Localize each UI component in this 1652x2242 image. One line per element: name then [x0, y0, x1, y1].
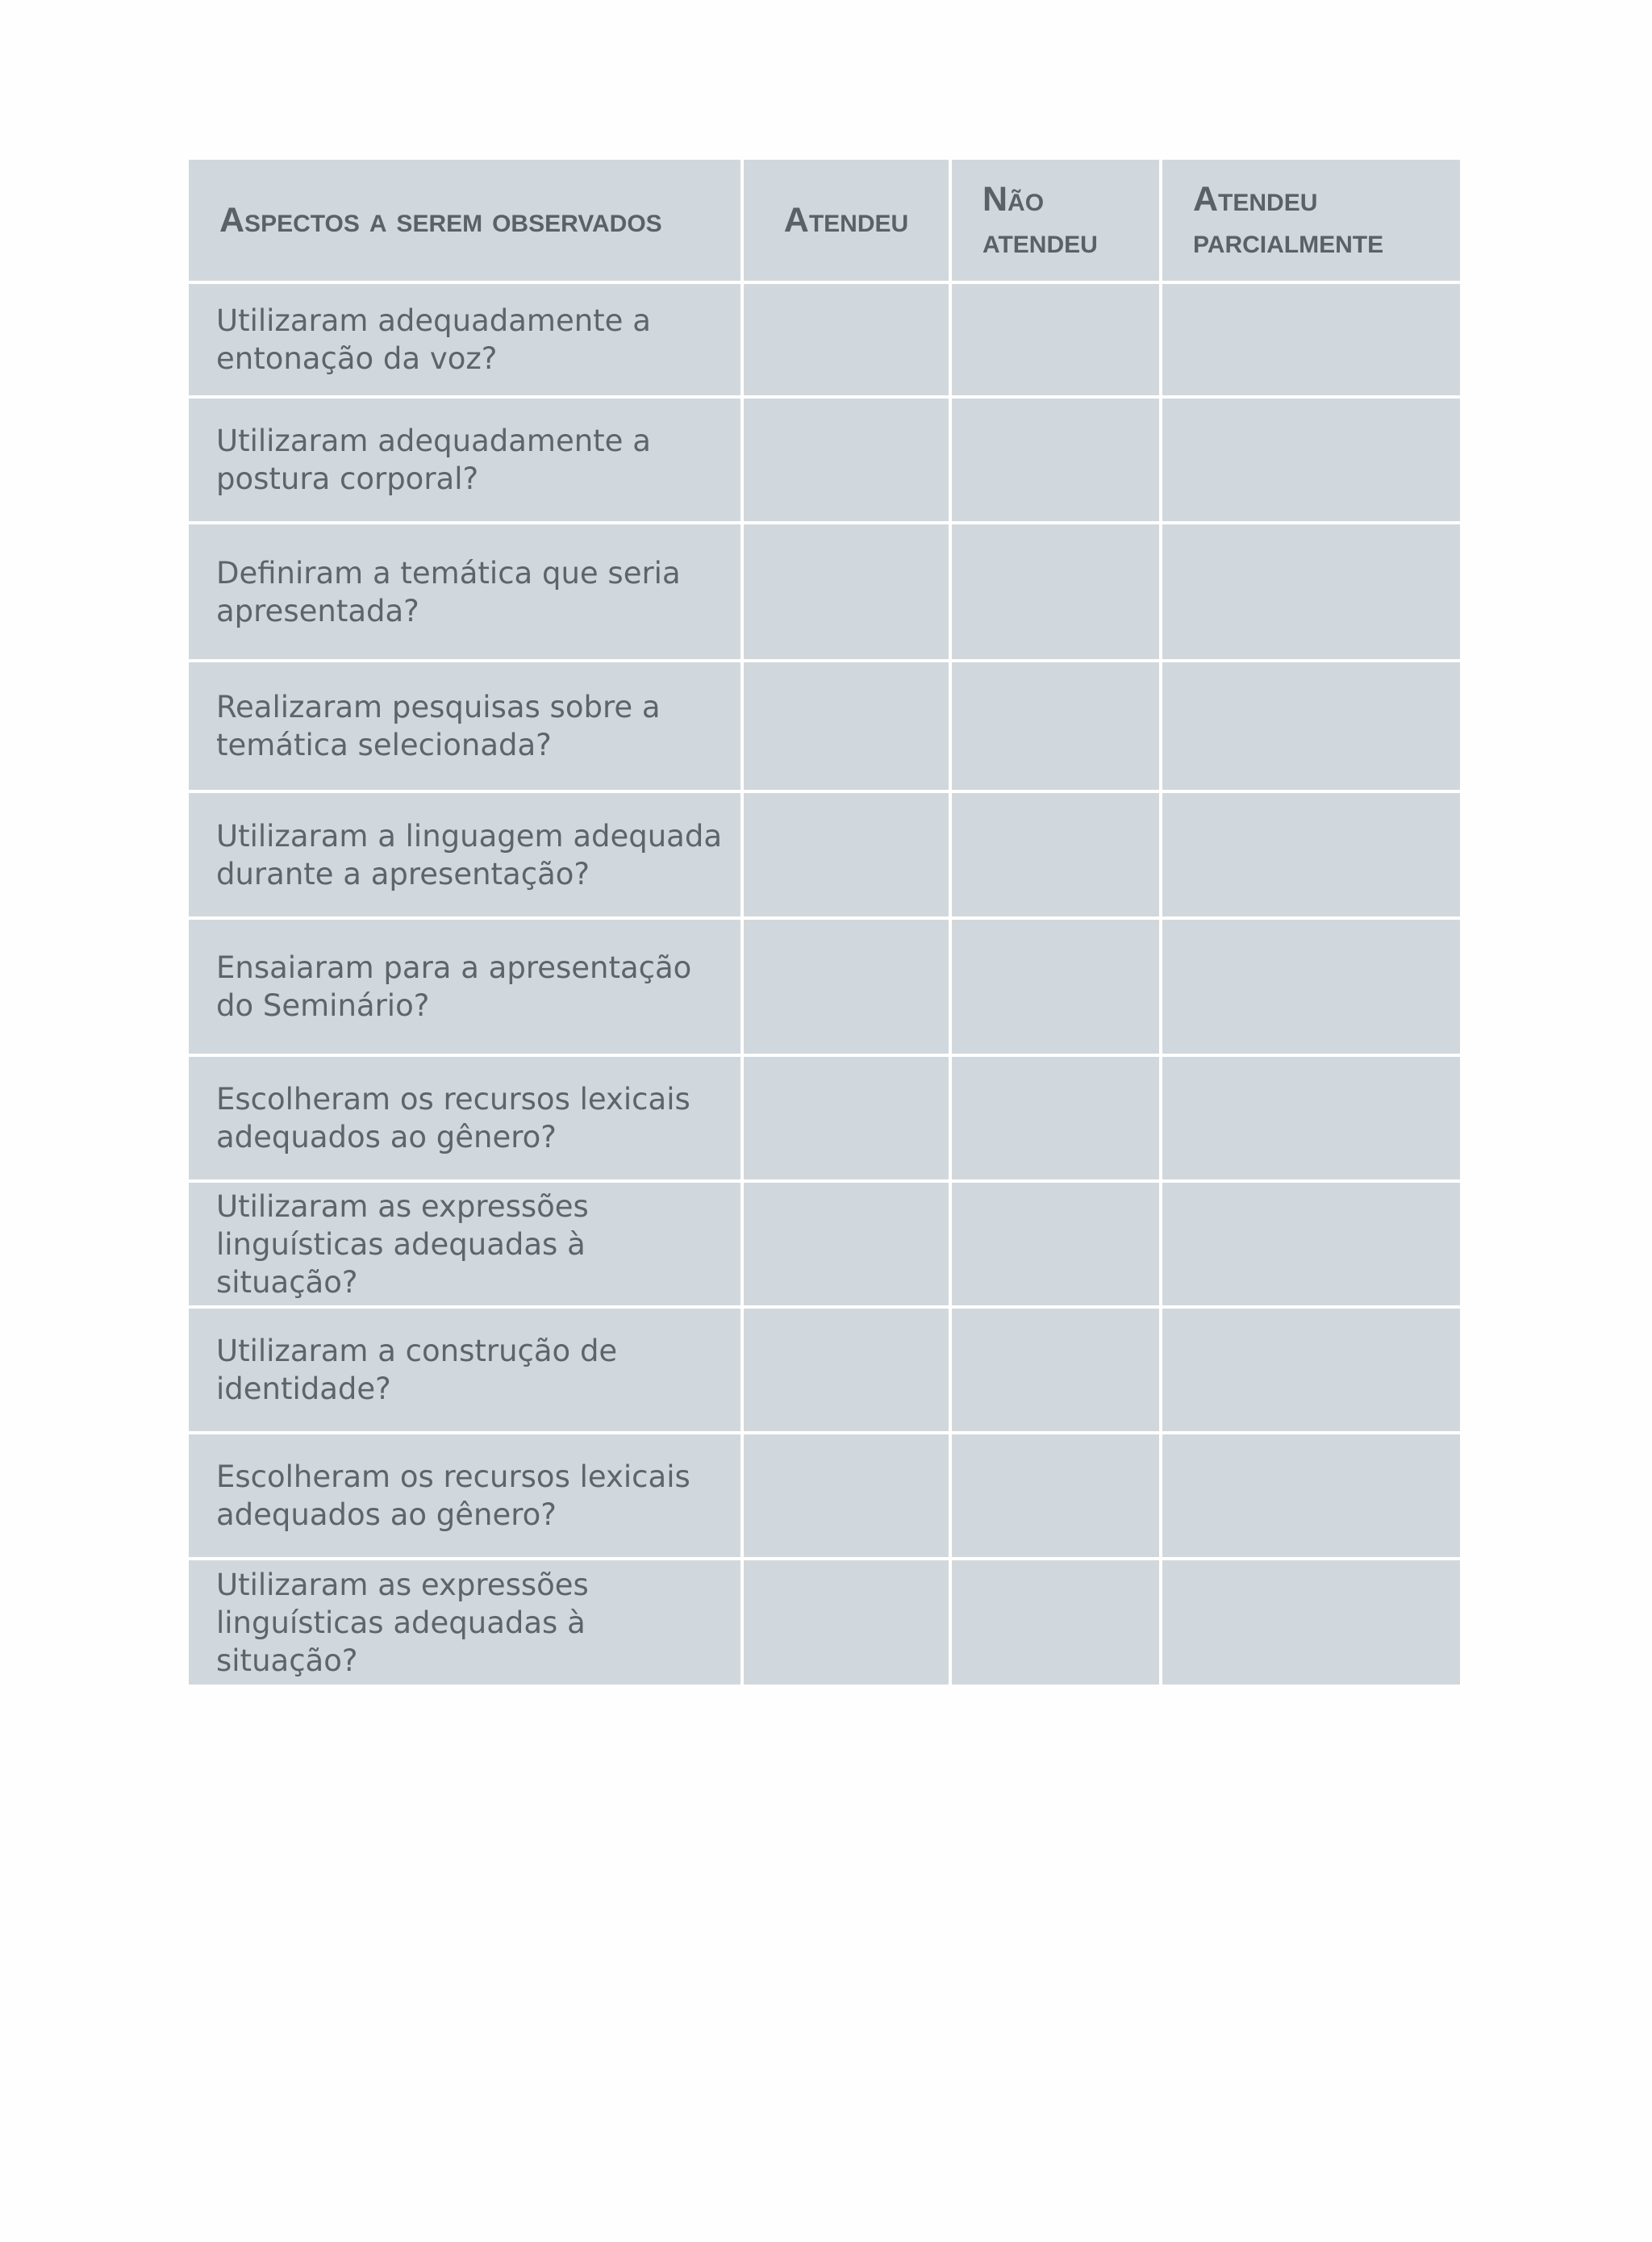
nao-atendeu-cell[interactable]	[950, 661, 1161, 791]
atendeu-cell[interactable]	[742, 918, 950, 1055]
atendeu-cell[interactable]	[742, 661, 950, 791]
table-row	[189, 661, 1460, 791]
nao-atendeu-cell[interactable]	[950, 282, 1161, 397]
aspect-question: Utilizaram a linguagem adequada durante a apresentação?	[189, 791, 742, 918]
table-row	[189, 1307, 1460, 1433]
aspect-question: Utilizaram a construção de identidade?	[189, 1307, 742, 1433]
aspect-question: Utilizaram adequadamente a postura corporal?	[189, 397, 742, 523]
atendeu-cell[interactable]	[742, 1307, 950, 1433]
atendeu-parcialmente-cell[interactable]	[1161, 397, 1460, 523]
evaluation-table	[189, 160, 1460, 1685]
header-aspectos: Aspectos a serem observados	[189, 160, 742, 282]
table-row	[189, 791, 1460, 918]
aspect-question: Utilizaram as expressões linguísticas adequadas à situação?	[189, 1559, 742, 1685]
nao-atendeu-cell[interactable]	[950, 1559, 1161, 1685]
atendeu-cell[interactable]	[742, 1055, 950, 1181]
table-row	[189, 397, 1460, 523]
nao-atendeu-cell[interactable]	[950, 1307, 1161, 1433]
header-atendeu: Atendeu	[742, 160, 950, 282]
aspect-question: Utilizaram as expressões linguísticas adequadas à situação?	[189, 1181, 742, 1307]
nao-atendeu-cell[interactable]	[950, 523, 1161, 661]
header-nao-atendeu: Não atendeu	[950, 160, 1161, 282]
atendeu-parcialmente-cell[interactable]	[1161, 918, 1460, 1055]
nao-atendeu-cell[interactable]	[950, 1055, 1161, 1181]
atendeu-parcialmente-cell[interactable]	[1161, 1559, 1460, 1685]
table-row	[189, 523, 1460, 661]
table-row	[189, 1433, 1460, 1559]
atendeu-cell[interactable]	[742, 791, 950, 918]
atendeu-parcialmente-cell[interactable]	[1161, 661, 1460, 791]
nao-atendeu-cell[interactable]	[950, 791, 1161, 918]
aspect-question: Definiram a temática que seria apresentada?	[189, 523, 742, 661]
aspect-question: Realizaram pesquisas sobre a temática selecionada?	[189, 661, 742, 791]
atendeu-parcialmente-cell[interactable]	[1161, 1433, 1460, 1559]
atendeu-cell[interactable]	[742, 1433, 950, 1559]
atendeu-cell[interactable]	[742, 1559, 950, 1685]
table-row	[189, 1055, 1460, 1181]
header-atendeu-parcialmente: Atendeu parcialmente	[1161, 160, 1460, 282]
atendeu-parcialmente-cell[interactable]	[1161, 1181, 1460, 1307]
table-row	[189, 1181, 1460, 1307]
nao-atendeu-cell[interactable]	[950, 918, 1161, 1055]
atendeu-cell[interactable]	[742, 282, 950, 397]
header-row	[189, 160, 1460, 282]
atendeu-parcialmente-cell[interactable]	[1161, 1055, 1460, 1181]
atendeu-parcialmente-cell[interactable]	[1161, 282, 1460, 397]
atendeu-parcialmente-cell[interactable]	[1161, 1307, 1460, 1433]
atendeu-cell[interactable]	[742, 523, 950, 661]
atendeu-parcialmente-cell[interactable]	[1161, 791, 1460, 918]
aspect-question: Escolheram os recursos lexicais adequados ao gênero?	[189, 1433, 742, 1559]
atendeu-parcialmente-cell[interactable]	[1161, 523, 1460, 661]
nao-atendeu-cell[interactable]	[950, 397, 1161, 523]
table-row	[189, 282, 1460, 397]
table-row	[189, 918, 1460, 1055]
aspect-question: Escolheram os recursos lexicais adequados ao gênero?	[189, 1055, 742, 1181]
aspect-question: Utilizaram adequadamente a entonação da voz?	[189, 282, 742, 397]
atendeu-cell[interactable]	[742, 397, 950, 523]
nao-atendeu-cell[interactable]	[950, 1181, 1161, 1307]
nao-atendeu-cell[interactable]	[950, 1433, 1161, 1559]
atendeu-cell[interactable]	[742, 1181, 950, 1307]
table-row	[189, 1559, 1460, 1685]
aspect-question: Ensaiaram para a apresentação do Seminário?	[189, 918, 742, 1055]
